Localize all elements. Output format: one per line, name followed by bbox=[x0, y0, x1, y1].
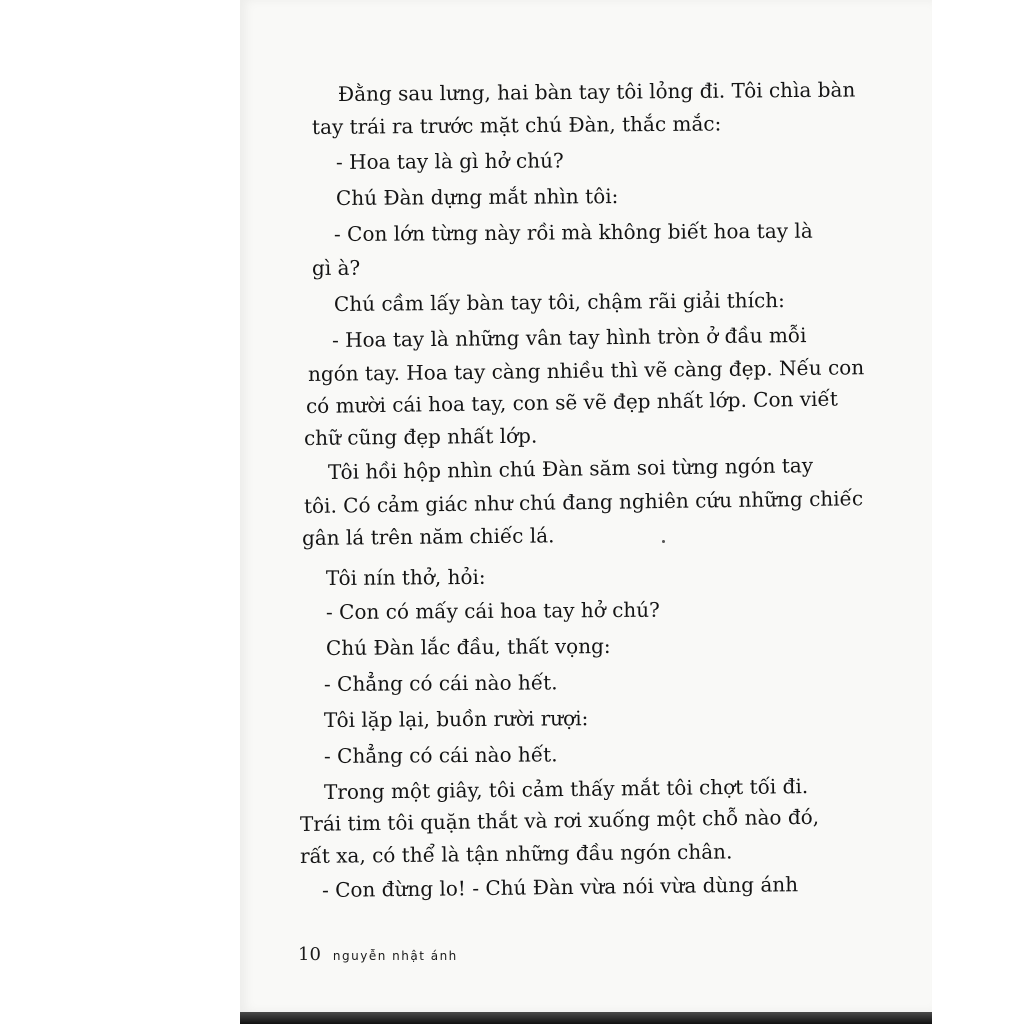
text-line: gân lá trên năm chiếc lá. bbox=[301, 523, 555, 550]
text-line: - Hoa tay là gì hở chú? bbox=[335, 148, 564, 174]
text-line: Tôi nín thở, hỏi: bbox=[325, 564, 486, 590]
text-line: - Hoa tay là những vân tay hình tròn ở đầu mỗi bbox=[331, 323, 807, 352]
text-line: Trong một giây, tôi cảm thấy mắt tôi chợt tối đi. bbox=[323, 774, 809, 804]
page-footer bbox=[298, 944, 458, 966]
text-line: Trái tim tôi quặn thắt và rơi xuống một chỗ nào đó, bbox=[299, 804, 820, 836]
text-line: Chú Đàn lắc đầu, thất vọng: bbox=[325, 634, 611, 660]
text-line: Chú cầm lấy bàn tay tôi, chậm rãi giải thích: bbox=[333, 288, 785, 316]
text-line: tay trái ra trước mặt chú Đàn, thắc mắc: bbox=[311, 111, 722, 139]
text-line: Chú Đàn dựng mắt nhìn tôi: bbox=[335, 184, 619, 210]
text-line: có mười cái hoa tay, con sẽ vẽ đẹp nhất lớp. Con viết bbox=[305, 386, 838, 418]
text-line: chữ cũng đẹp nhất lớp. bbox=[303, 423, 538, 450]
running-head-author: nguyễn nhật ánh bbox=[332, 949, 458, 963]
text-line: - Con có mấy cái hoa tay hở chú? bbox=[325, 597, 660, 624]
text-line: Tôi lặp lại, buồn rười rượi: bbox=[323, 706, 589, 732]
print-speck bbox=[662, 540, 665, 543]
text-line: Tôi hồi hộp nhìn chú Đàn săm soi từng ngón tay bbox=[327, 453, 814, 484]
text-line: gì à? bbox=[311, 255, 361, 280]
text-line: - Con lớn từng này rồi mà không biết hoa tay là bbox=[333, 218, 813, 246]
text-line: - Con đừng lo! - Chú Đàn vừa nói vừa dùng ánh bbox=[321, 872, 799, 902]
text-line: Đằng sau lưng, hai bàn tay tôi lỏng đi. Tôi chìa bàn bbox=[337, 77, 856, 106]
page-number: 10 bbox=[298, 944, 321, 965]
text-line: ngón tay. Hoa tay càng nhiều thì vẽ càng đẹp. Nếu con bbox=[307, 355, 865, 386]
text-line: - Chẳng có cái nào hết. bbox=[323, 742, 558, 768]
page-bottom-edge bbox=[240, 1012, 932, 1024]
text-line: rất xa, có thể là tận những đầu ngón chân. bbox=[299, 839, 733, 868]
text-line: tôi. Có cảm giác như chú đang nghiên cứu những chiếc bbox=[303, 486, 864, 518]
text-line: - Chẳng có cái nào hết. bbox=[323, 670, 558, 696]
